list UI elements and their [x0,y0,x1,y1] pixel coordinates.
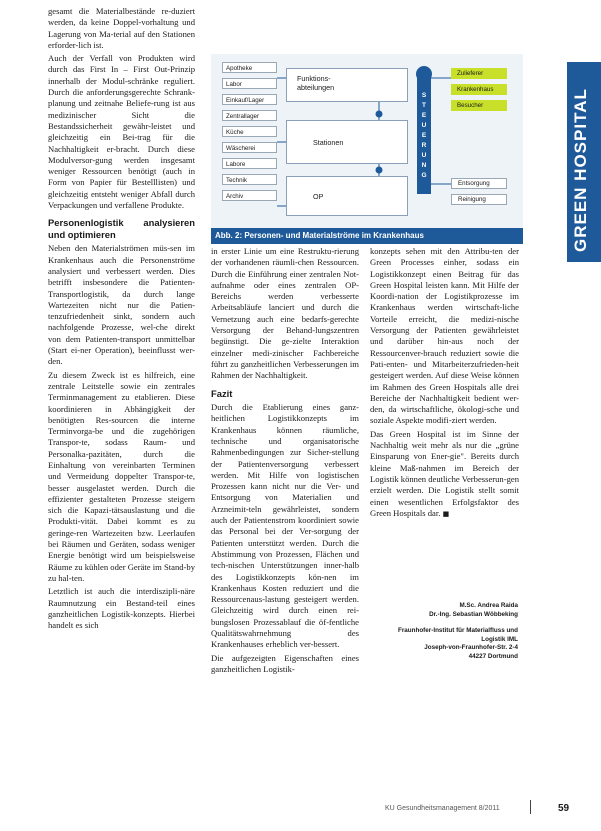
unit-box-op [286,176,408,216]
service-box: Zentrallager [222,110,277,121]
paragraph: gesamt die Materialbestände re-duziert werden, da keine Doppel-vorhaltung und Lagerung von Ma-terial auf den Stationen erforder-lich ist. [48,6,195,50]
steuerung-letter: S [421,92,427,99]
logistics-figure [211,54,523,244]
steuerung-bar [417,72,431,194]
disposal-box: Entsorgung [451,178,507,189]
steuerung-letter: E [421,132,427,139]
cleaning-box: Reinigung [451,194,507,205]
author-org: Fraunhofer-Institut für Materialfluss und [398,627,518,635]
paragraph: Durch die Etablierung eines ganz-heitlichen Logistikkonzepts im Krankenhaus können räumliche, technische und organisatorische Rahmenbedingungen zur Sicher-stellung der Patientenversorgung verbessert werden. Mit Hilfe von logistischen Prozessen kann nicht nur die Ver- und Entsorgung von Materialien und Arzneimit-teln gewährleistet, sondern auch der Patientenstrom koordiniert sowie das Personal bei der Ver-sorgung der Patienten unterstützt werden. Durch die Abstimmung von Prozessen, Flächen und tech-nischen Unterstützungen inner-halb des Logistikkonzepts kön-nen im Krankenhaus Kosten reduziert und die Ressourcenaus-lastung gesteigert werden. Gleichzeitig wird durch einen rei-bungslosen Prozessablauf die öf-fentliche Qualitätswahrnehmung des Krankenhauses erheblich ver-bessert. [211,402,359,650]
page-number: 59 [558,803,570,814]
service-box: Technik [222,174,277,185]
paragraph: Auch der Verfall von Produkten wird durch das First In – First Out-Prinzip innerhalb der Modul-schränke reguliert. Durch die anforderungsgerechte Schrank-planung und zeitnahe Beliefe-rung ist aus medizinischer Sicht die Bestandssicherheit gewähr-leistet und gleichzeitig ein Bei-trag für die Nachhaltigkeit er-bracht. Durch diese Modulversor-gung werden insgesamt weniger Ressourcen benötigt (auch in Form von Papier für Bestelllisten) und gleichzeitig entsteht weniger Abfall durch Verpackungen und verfallene Produkte. [48,53,195,211]
author-name: M.Sc. Andrea Raida [459,602,518,609]
unit-box-stations [286,120,408,164]
paragraph: Zu diesem Zweck ist es hilfreich, eine zentrale Leitstelle sowie ein zentrales Terminmanagement zu etablieren. Diese koordinieren in Abhängigkeit der benötigten Res-sourcen die interne Terminvorga-be und die zugehörigen Transpor-te, sodass Raum- und Personalka-pazitäten, durch die Einhaltung von vereinbarten Terminen und Vermeidung doppelter Transpor-te, besser ausgelastet werden. Durch die effizienter gestalteten Prozesse steigern sich die Kapazi-tätsauslastung und die Produkti-vität. Dabei kommt es zu geringe-ren Wartezeiten bzw. Leerlaufen bei Räumen und Geräten, sodass weniger Energie benötigt wird um beispielsweise Räume zu kühlen oder Geräte im Stand-by zu hal-ten. [48,369,196,583]
section-side-tab [567,62,601,262]
paragraph: konzepts sehen mit den Attribu-ten der Green Processes einher, sodass ein Logistikkonzept einen Beitrag für das Green Hospital leisten kann. Mit Hilfe der Koordi-nation der Logistikprozesse im Krankenhaus werden wirtschaft-liche Vorteile erreicht, die medizi-nische Versorgung der Patienten gewährleistet und darüber hin-aus noch der Ressourcenver-brauch reduziert sowie die Pati-enten- und Mitarbeiterzufrieden-heit gesteigert werden. Auf diese Weise können im Rahmen des Green Hospitals alle drei Bereiche der Nachhaltigkeit bedient wer-den, da wirtschaftliche, ökologi-sche und soziale Aspekte modifi-ziert werden. [370,246,519,426]
text-column-3 [370,246,519,522]
paragraph: Die aufgezeigten Eigenschaften eines ganzheitlichen Logistik- [211,652,359,674]
steuerung-letter: N [421,162,427,169]
steuerung-letter: R [421,142,427,149]
end-mark-icon: ■ [442,509,450,518]
paragraph: Letztlich ist auch die interdiszipli-näre Raumnutzung ein Bestand-teil eines ganzheitlichen Logistik-konzepts. Hierbei handelt es sich [48,586,195,631]
author-block [370,602,518,662]
author-name: Dr.-Ing. Sebastian Wöbbeking [429,610,518,618]
stakeholder-box: Besucher [451,100,507,111]
service-box: Wäscherei [222,142,277,153]
service-box: Küche [222,126,277,137]
section-side-tab-label: GREEN HOSPITAL [571,88,590,252]
node-dot [376,111,383,118]
figure-caption: Abb. 2: Personen- und Materialströme im Krankenhaus [215,231,424,240]
unit-label: Stationen [313,138,344,147]
stakeholder-box: Krankenhaus [451,84,507,95]
service-box: Einkauf/Lager [222,94,277,105]
section-heading: Fazit [211,387,233,399]
stakeholder-box: Zulieferer [451,68,507,79]
section-heading: Personenlogistik analysieren und optimieren [48,217,195,240]
footer-source: KU Gesundheitsmanagement 8/2011 [385,805,500,812]
service-box: Archiv [222,190,277,201]
paragraph-text: Das Green Hospital ist im Sinne der Nachhaltig weit mehr als nur die „grüne Einsparung von Ener-gie". Bereits durch kleine Maß-nahmen im Bereich der Logistik können deutliche Verbesserun-gen erzielt werden. Die Logistik stellt somit einen wesentlichen Erfolgsfaktor des Green Hospitals dar. [370,428,520,518]
steuerung-letter: T [422,102,426,109]
text-column-1 [48,6,195,633]
steuerung-letter: G [421,172,427,179]
service-box: Labor [222,78,277,89]
paragraph [370,429,519,520]
steuerung-letter: U [421,122,427,129]
author-street: Joseph-von-Fraunhofer-Str. 2-4 [424,644,518,652]
service-box: Labore [222,158,277,169]
footer-divider [530,800,531,814]
node-dot [376,167,383,174]
author-org: Logistik IML [481,635,518,643]
service-box: Apotheke [222,62,277,73]
figure-caption-bar [211,228,523,244]
steuerung-letter: U [421,152,427,159]
unit-label: OP [313,192,324,201]
unit-box-functional [286,68,408,102]
unit-label: Funktions-abteilungen [297,74,335,92]
paragraph: Neben den Materialströmen müs-sen im Krankenhaus auch die Personenströme analysiert und verbessert werden. Dies betrifft insbesondere die Patienten-Transportlogistik, da durch lange Wartezeiten nicht nur die Patien-tenzufriedenheit sinkt, sondern auch nachfolgende Prozesse, wel-che direkt von dem Patienten-transport unmittelbar (Start ei-ner Operation), beeinflusst wer-den. [48,243,195,367]
paragraph: in erster Linie um eine Restruktu-rierung der vorhandenen räumli-chen Ressourcen. Durch die Einführung einer zentralen Not-aufnahme oder eines zentralen OP-Bereichs werden verbesserte Arbeitsabläufe lanciert und durch die Vernetzung auch eine bedarfs-gerechte Versorgung der Behand-lungszentren begünstigt. Die ge-zielte Interaktion einzelner medi-zinischer Fachbereiche führt zu ganzheitlichen Verbesserungen im Rahmen der Nachhaltigkeit. [211,246,359,381]
steuerung-letter: E [421,112,427,119]
author-city: 44227 Dortmund [468,652,518,660]
text-column-2 [211,246,359,677]
